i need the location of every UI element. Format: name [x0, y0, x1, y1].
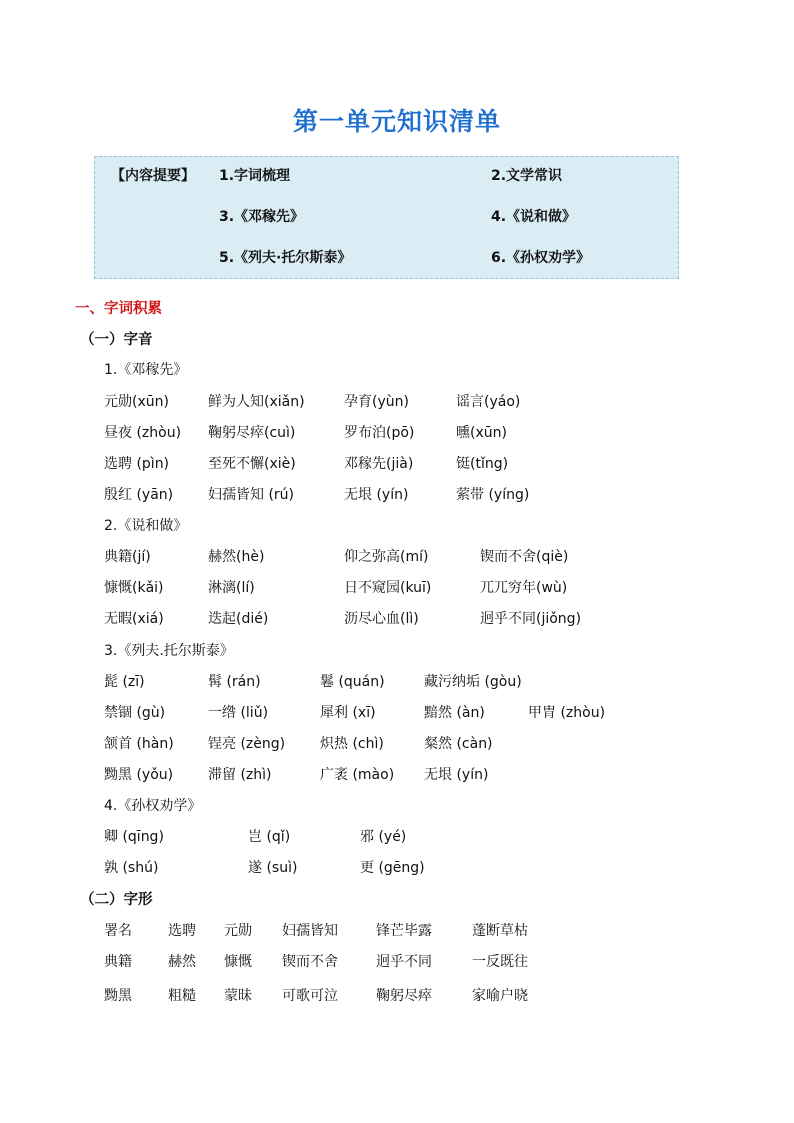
summary-item: 6.《孙权劝学》 [491, 250, 591, 266]
word-item: 迭起(dié) [208, 611, 269, 627]
subsection-heading-pronunciation: （一）字音 [80, 332, 153, 348]
word-item: 更 (gēng) [360, 860, 425, 876]
word-item: 黝黑 (yǒu) [104, 767, 174, 783]
word-item: 慷慨(kǎi) [104, 580, 164, 596]
glyph-word: 选聘 [168, 923, 196, 939]
word-item: 卿 (qīng) [104, 829, 164, 845]
word-item: 鲜为人知(xiǎn) [208, 394, 305, 410]
glyph-word: 典籍 [104, 954, 132, 970]
glyph-word: 锋芒毕露 [376, 923, 432, 939]
word-item: 鞠躬尽瘁(cuì) [208, 425, 296, 441]
word-row [0, 671, 794, 691]
word-row [0, 391, 794, 411]
word-item: 髭 (zī) [104, 674, 145, 690]
word-item: 萦带 (yíng) [456, 487, 530, 503]
glyph-row [0, 920, 794, 940]
word-item: 髯 (rán) [208, 674, 261, 690]
summary-item: 1.字词梳理 [219, 168, 291, 184]
summary-item: 3.《邓稼先》 [219, 209, 305, 225]
word-item: 选聘 (pìn) [104, 456, 170, 472]
word-item: 甲胄 (zhòu) [528, 705, 606, 721]
word-item: 犀利 (xī) [320, 705, 376, 721]
word-item: 元勋(xūn) [104, 394, 169, 410]
word-row [0, 577, 794, 597]
glyph-word: 慷慨 [224, 954, 252, 970]
summary-item: 5.《列夫·托尔斯泰》 [219, 250, 352, 266]
glyph-word: 鞠躬尽瘁 [376, 988, 432, 1004]
word-item: 禁锢 (gù) [104, 705, 166, 721]
word-item: 滞留 (zhì) [208, 767, 272, 783]
word-item: 颔首 (hàn) [104, 736, 174, 752]
word-item: 妇孺皆知 (rú) [208, 487, 295, 503]
word-item: 岂 (qǐ) [248, 829, 291, 845]
word-item: 锲而不舍(qiè) [480, 549, 569, 565]
word-item: 无垠 (yín) [424, 767, 489, 783]
word-item: 罗布泊(pō) [344, 425, 415, 441]
word-item: 典籍(jí) [104, 549, 151, 565]
glyph-word: 可歌可泣 [282, 988, 338, 1004]
word-item: 遂 (suì) [248, 860, 298, 876]
glyph-word: 一反既往 [472, 954, 528, 970]
summary-label: 【内容提要】 [111, 168, 195, 184]
word-item: 藏污纳垢 (gòu) [424, 674, 522, 690]
word-item: 无垠 (yín) [344, 487, 409, 503]
word-item: 炽热 (chì) [320, 736, 384, 752]
word-row [0, 857, 794, 877]
word-row [0, 702, 794, 722]
glyph-word: 迥乎不同 [376, 954, 432, 970]
glyph-word: 蒙昧 [224, 988, 252, 1004]
lesson-title: 1.《邓稼先》 [104, 362, 188, 378]
word-item: 谣言(yáo) [456, 394, 521, 410]
content-summary-box [94, 156, 679, 279]
glyph-row [0, 951, 794, 971]
word-item: 日不窥园(kuī) [344, 580, 432, 596]
word-item: 赫然(hè) [208, 549, 265, 565]
lesson-title: 3.《列夫.托尔斯泰》 [104, 643, 234, 659]
glyph-word: 锲而不舍 [282, 954, 338, 970]
word-item: 邪 (yé) [360, 829, 407, 845]
glyph-word: 家喻户晓 [472, 988, 528, 1004]
word-item: 仰之弥高(mí) [344, 549, 429, 565]
glyph-row [0, 985, 794, 1005]
word-item: 无暇(xiá) [104, 611, 164, 627]
word-item: 淋漓(lí) [208, 580, 255, 596]
word-item: 殷红 (yān) [104, 487, 174, 503]
page-title: 第一单元知识清单 [292, 107, 501, 136]
word-item: 铤(tǐng) [456, 456, 509, 472]
word-item: 粲然 (càn) [424, 736, 493, 752]
word-row [0, 733, 794, 753]
word-item: 至死不懈(xiè) [208, 456, 296, 472]
glyph-word: 赫然 [168, 954, 196, 970]
word-row [0, 546, 794, 566]
word-row [0, 764, 794, 784]
glyph-word: 黝黑 [104, 988, 132, 1004]
word-item: 黯然 (àn) [424, 705, 485, 721]
word-row [0, 453, 794, 473]
word-item: 鬈 (quán) [320, 674, 385, 690]
word-item: 一绺 (liǔ) [208, 705, 269, 721]
glyph-word: 署名 [104, 923, 132, 939]
word-item: 迥乎不同(jiǒng) [480, 611, 582, 627]
glyph-word: 妇孺皆知 [282, 923, 338, 939]
glyph-word: 元勋 [224, 923, 252, 939]
word-item: 孰 (shú) [104, 860, 159, 876]
word-row [0, 608, 794, 628]
word-row [0, 422, 794, 442]
word-item: 曛(xūn) [456, 425, 507, 441]
summary-item: 4.《说和做》 [491, 209, 577, 225]
word-item: 邓稼先(jià) [344, 456, 414, 472]
lesson-title: 2.《说和做》 [104, 518, 188, 534]
word-item: 沥尽心血(lì) [344, 611, 419, 627]
glyph-word: 蓬断草枯 [472, 923, 528, 939]
word-item: 锃亮 (zèng) [208, 736, 286, 752]
section-heading-vocabulary: 一、字词积累 [75, 301, 162, 317]
word-item: 广袤 (mào) [320, 767, 395, 783]
word-item: 昼夜 (zhòu) [104, 425, 182, 441]
glyph-word: 粗糙 [168, 988, 196, 1004]
word-item: 孕育(yùn) [344, 394, 409, 410]
word-row [0, 484, 794, 504]
word-item: 兀兀穷年(wù) [480, 580, 568, 596]
lesson-title: 4.《孙权劝学》 [104, 798, 202, 814]
word-row [0, 826, 794, 846]
summary-item: 2.文学常识 [491, 168, 563, 184]
subsection-heading-glyphs: （二）字形 [80, 892, 153, 908]
